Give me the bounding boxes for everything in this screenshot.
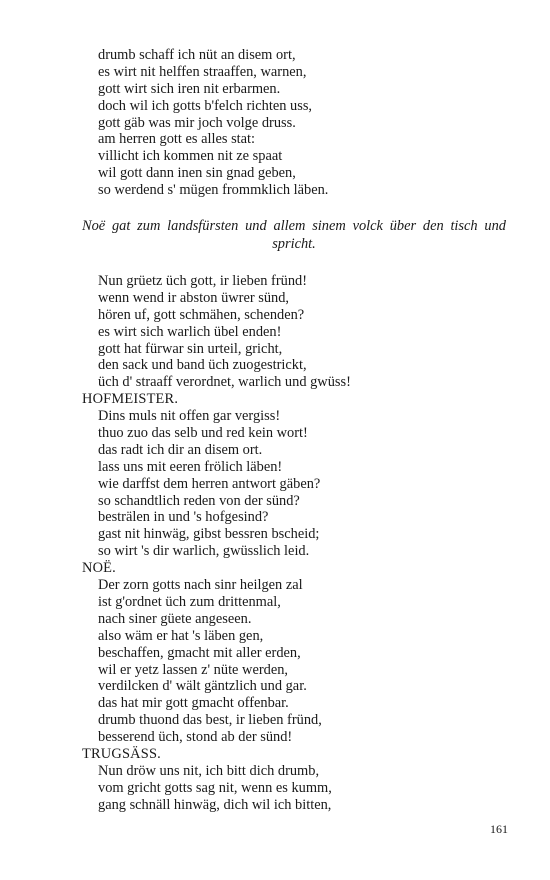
speaker-heading-trugsaess: TRUGSÄSS. <box>82 745 161 762</box>
verse-line: so werdend s' mügen frommklich läben. <box>98 182 329 199</box>
verse-line: am herren gott es alles stat: <box>98 131 256 148</box>
verse-line: thuo zuo das selb und red kein wort! <box>98 425 308 442</box>
verse-line: drumb schaff ich nüt an disem ort, <box>98 47 296 63</box>
verse-line: so schandtlich reden von der sünd? <box>98 492 300 509</box>
verse-line: so wirt 's dir warlich, gwüsslich leid. <box>98 543 310 560</box>
verse-line: nach siner güete angeseen. <box>98 610 252 627</box>
verse-line: das radt ich dir an disem ort. <box>98 441 263 458</box>
verse-line: Der zorn gotts nach sinr heilgen zal <box>98 577 303 594</box>
verse-line: doch wil ich gotts b'felch richten uss, <box>98 97 313 114</box>
speaker-heading-hofmeister: HOFMEISTER. <box>82 391 179 408</box>
verse-line: Nun dröw uns nit, ich bitt dich drumb, <box>98 762 320 779</box>
verse-block-b <box>82 273 512 391</box>
verse-line: villicht ich kommen nit ze spaat <box>98 148 283 165</box>
verse-block-c <box>82 408 512 560</box>
verse-line: besserend üch, stond ab der sünd! <box>98 729 293 746</box>
speaker-heading-noe: NOË. <box>82 560 116 577</box>
verse-line: drumb thuond das best, ir lieben fründ, <box>98 712 322 729</box>
verse-block-e <box>82 763 512 814</box>
verse-line: gang schnäll hinwäg, dich wil ich bitten, <box>98 796 332 813</box>
verse-line: das hat mir gott gmacht offenbar. <box>98 695 289 712</box>
verse-line: ist g'ordnet üch zum drittenmal, <box>98 593 281 610</box>
verse-line: gott hat fürwar sin urteil, gricht, <box>98 340 283 357</box>
play-text <box>82 47 512 814</box>
verse-block-d <box>82 577 512 746</box>
verse-block-a <box>82 47 512 199</box>
verse-line: gott wirt sich iren nit erbarmen. <box>98 80 281 97</box>
verse-line: besträlen in und 's hofgesind? <box>98 509 269 526</box>
verse-line: lass uns mit eeren frölich läben! <box>98 458 283 475</box>
verse-line: den sack und band üch zuogestrickt, <box>98 357 307 374</box>
verse-line: beschaffen, gmacht mit aller erden, <box>98 644 301 661</box>
verse-line: üch d' straaff verordnet, warlich und gwüss! <box>98 374 351 391</box>
verse-line: wil er yetz lassen z' nüte werden, <box>98 661 288 678</box>
verse-line: wenn wend ir abston üwrer sünd, <box>98 289 290 306</box>
verse-line: vom gricht gotts sag nit, wenn es kumm, <box>98 779 332 796</box>
verse-line: gast nit hinwäg, gibst bessren bscheid; <box>98 526 320 543</box>
stage-direction: Noë gat zum landsfürsten und allem sinem volck über den tisch und spricht. <box>82 218 506 252</box>
verse-line: Nun grüetz üch gott, ir lieben fründ! <box>98 273 308 290</box>
page-number: 161 <box>490 822 508 836</box>
verse-line: gott gäb was mir joch volge druss. <box>98 114 296 131</box>
verse-line: Dins muls nit offen gar vergiss! <box>98 408 281 425</box>
verse-line: wil gott dann inen sin gnad geben, <box>98 165 296 182</box>
verse-line: verdilcken d' wält gäntzlich und gar. <box>98 678 307 695</box>
verse-line: es wirt nit helffen straaffen, warnen, <box>98 63 307 80</box>
verse-line: also wäm er hat 's läben gen, <box>98 627 264 644</box>
verse-line: wie darffst dem herren antwort gäben? <box>98 475 321 492</box>
verse-line: es wirt sich warlich übel enden! <box>98 323 282 340</box>
verse-line: hören uf, gott schmähen, schenden? <box>98 306 305 323</box>
